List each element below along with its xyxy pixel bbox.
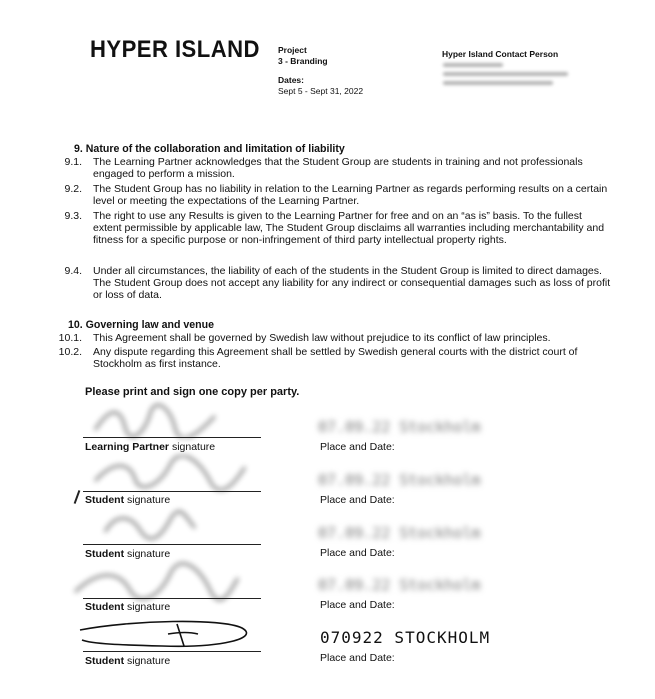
clause-text: Any dispute regarding this Agreement shall be settled by Swedish general courts with the district court of Stockholm as first instance. <box>93 346 578 370</box>
label-role: Learning Partner <box>85 441 170 453</box>
place-date-redacted: 07.09.22 Stockholm <box>318 471 481 489</box>
label-suffix: signature <box>124 601 171 613</box>
project-value: 3 - Branding <box>278 56 328 66</box>
dates-label: Dates: <box>278 75 304 85</box>
label-role: Student <box>85 601 125 613</box>
clause-text: Under all circumstances, the liability of each of the students in the Student Group is limited to direct damages. The Student Group does not accept any liability for any indirect or consequential damages such as loss of profit or loss of data. <box>93 265 611 301</box>
signature-line <box>83 491 261 492</box>
project-block <box>278 45 363 97</box>
label-role: Student <box>85 494 125 506</box>
signature-label-student <box>85 655 170 667</box>
signature-scribble-redacted <box>70 562 240 602</box>
signature-scribble-redacted <box>90 455 250 491</box>
place-date-redacted: 07.09.22 Stockholm <box>318 418 481 436</box>
signature-label-student <box>85 548 170 560</box>
place-date-handwritten: 070922 STOCKHOLM <box>320 628 491 647</box>
signature-instruction: Please print and sign one copy per party. <box>85 386 300 398</box>
signature-line <box>83 651 261 652</box>
pen-mark <box>74 490 81 504</box>
clause-number: 9.3. <box>64 210 82 222</box>
label-suffix: signature <box>124 494 171 506</box>
hyper-island-logo: HYPER ISLAND <box>90 36 260 63</box>
clause-number: 9.4. <box>64 265 82 277</box>
place-date-label: Place and Date: <box>320 547 395 559</box>
label-suffix: signature <box>124 548 171 560</box>
clause-text: The right to use any Results is given to the Learning Partner for free and on an “as is” basis. To the fullest extent permissible by applicable law, The Student Group disclaims all warranties including merchantability and fitness for a specific purpose or non-infringement of third party intellectual property rights. <box>93 210 605 246</box>
signature-label-student <box>85 601 170 613</box>
section-9-title: 9. Nature of the collaboration and limitation of liability <box>74 143 345 155</box>
signature-line <box>83 544 261 545</box>
contact-role-redacted <box>443 72 568 76</box>
contact-name-redacted <box>443 63 503 67</box>
contact-label: Hyper Island Contact Person <box>442 49 559 59</box>
project-label: Project <box>278 45 307 55</box>
signature-scribble-redacted <box>100 508 200 544</box>
place-date-redacted: 07.09.22 Stockholm <box>318 576 481 594</box>
place-date-label: Place and Date: <box>320 441 395 453</box>
section-10-title: 10. Governing law and venue <box>68 319 215 331</box>
label-suffix: signature <box>124 655 171 667</box>
label-role: Student <box>85 655 125 667</box>
clause-number: 9.2. <box>64 183 82 195</box>
clause-text: This Agreement shall be governed by Swedish law without prejudice to its conflict of law principles. <box>93 332 551 344</box>
signature-line <box>83 437 261 438</box>
label-suffix: signature <box>169 441 216 453</box>
clause-number: 10.1. <box>58 332 82 344</box>
place-date-label: Place and Date: <box>320 599 395 611</box>
clause-number: 10.2. <box>58 346 82 358</box>
signature-line <box>83 598 261 599</box>
dates-value: Sept 5 - Sept 31, 2022 <box>278 86 364 96</box>
clause-number: 9.1. <box>64 156 82 168</box>
clause-text: The Student Group has no liability in relation to the Learning Partner as regards performing results on a certain level or meeting the expectations of the Learning Partner. <box>93 183 608 207</box>
signature-scribble-redacted <box>90 402 220 438</box>
place-date-label: Place and Date: <box>320 494 395 506</box>
contact-email-redacted <box>443 81 553 85</box>
place-date-redacted: 07.09.22 Stockholm <box>318 524 481 542</box>
clause-text: The Learning Partner acknowledges that the Student Group are students in training and not professionals engaged to perform a mission. <box>93 156 583 180</box>
signature-label-learning-partner <box>85 441 215 453</box>
signature-scribble <box>72 618 262 654</box>
place-date-label: Place and Date: <box>320 652 395 664</box>
signature-label-student <box>85 494 170 506</box>
label-role: Student <box>85 548 125 560</box>
